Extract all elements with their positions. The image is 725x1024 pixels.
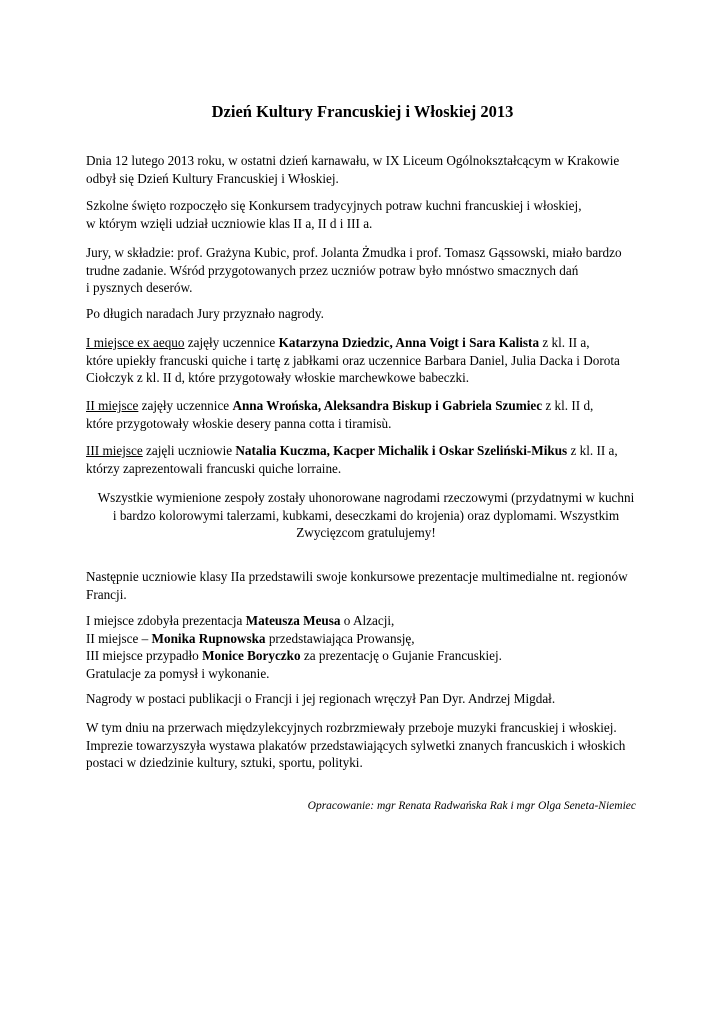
text-line: i bardzo kolorowymi talerzami, kubkami, deseczkami do krojenia) oraz dyplomami. Wszystkim [112,507,620,523]
text-line [86,612,646,630]
winner-name: Monika Rupnowska [151,630,266,646]
text-line: Imprezie towarzyszyła wystawa plakatów przedstawiających sylwetki znanych francuskich i włoskich [86,737,626,753]
text-line: w którym wzięli udział uczniowie klas II a, II d i III a. [86,215,373,231]
text-line: Zwycięzcom gratulujemy! [296,525,436,540]
text-run: o Alzacji, [340,613,395,628]
text-run: przedstawiająca Prowansję, [265,630,415,646]
paragraph-music-exhibition [86,719,646,772]
paragraph-prizes [86,489,646,542]
text-line: Ciołczyk z kl. II d, które przygotowały włoskie marchewkowe babeczki. [86,370,470,385]
place-label: III miejsce [86,443,143,458]
text-run: z kl. II a, [539,335,590,350]
paragraph-intro [86,152,646,187]
paragraph-third-place [86,442,646,477]
text-line: postaci w dziedzinie kultury, sztuki, sportu, polityki. [86,755,363,770]
paragraph-contest [86,197,646,232]
place-label: I miejsce ex aequo [86,335,185,350]
paragraph-presentations [86,568,646,603]
text-run: I miejsce zdobyła prezentacja [86,613,246,628]
winner-name: Monice Boryczko [202,648,301,663]
paragraph-first-place [86,334,646,387]
winner-name: Mateusza Meusa [245,613,341,628]
text-run: zajęli uczniowie [142,443,236,458]
place-label: II miejsce [86,398,139,413]
text-line: które upiekły francuski quiche i tartę z jabłkami oraz uczennice Barbara Daniel, Julia Dacka i Dorota [86,352,620,368]
paragraph-awards-intro [86,305,646,323]
winner-names: Anna Wrońska, Aleksandra Biskup i Gabriela Szumiec [232,398,543,413]
text-line: odbył się Dzień Kultury Francuskiej i Włoskiej. [86,170,339,186]
text-line: Nagrody w postaci publikacji o Francji i jej regionach wręczył Pan Dyr. Andrzej Migdał. [86,691,556,706]
paragraph-second-place [86,397,646,432]
text-run: z kl. II d, [542,398,594,413]
text-run: zajęły uczennice [184,335,279,350]
text-line: W tym dniu na przerwach międzylekcyjnych rozbrzmiewały przeboje muzyki francuskiej i włoskiej. [86,720,617,735]
text-line: Następnie uczniowie klasy IIa przedstawili swoje konkursowe prezentacje multimedialne nt. regionów [86,569,628,584]
text-line: Wszystkie wymienione zespoły zostały uhonorowane nagrodami rzeczowymi (przydatnymi w kuchni [97,490,635,505]
text-line [86,397,646,415]
winner-names: Natalia Kuczma, Kacper Michalik i Oskar Szeliński-Mikus [235,443,568,458]
text-line: Szkolne święto rozpoczęło się Konkursem tradycyjnych potraw kuchni francuskiej i włoskiej, [86,198,582,213]
document-title: Dzień Kultury Francuskiej i Włoskiej 2013 [211,102,514,121]
text-line [86,647,646,665]
author-signature: Opracowanie: mgr Renata Radwańska Rak i mgr Olga Seneta-Niemiec [307,800,636,812]
paragraph-jury [86,244,646,297]
text-line: Jury, w składzie: prof. Grażyna Kubic, prof. Jolanta Żmudka i prof. Tomasz Gąssowski, miało bardzo [86,245,622,260]
text-run: z kl. II a, [567,443,618,458]
text-line [86,442,646,460]
winner-names: Katarzyna Dziedzic, Anna Voigt i Sara Kalista [278,335,540,350]
text-line: Francji. [86,586,127,602]
text-run: za prezentację o Gujanie Francuskiej. [300,648,502,663]
text-line [86,630,646,648]
text-line: i pysznych deserów. [86,280,193,295]
text-line: Po długich naradach Jury przyznało nagrody. [86,306,324,321]
text-line: Gratulacje za pomysł i wykonanie. [86,665,270,681]
text-run: II miejsce – [86,630,152,646]
text-run: zajęły uczennice [138,398,233,413]
paragraph-prizes-handover [86,690,646,708]
text-line: trudne zadanie. Wśród przygotowanych przez uczniów potraw było mnóstwo smacznych dań [86,262,579,278]
text-line: które przygotowały włoskie desery panna cotta i tiramisù. [86,415,392,431]
text-line [86,334,646,352]
paragraph-presentation-winners [86,612,646,682]
text-run: III miejsce przypadło [86,648,203,663]
text-line: którzy zaprezentowali francuski quiche lorraine. [86,460,342,476]
text-line: Dnia 12 lutego 2013 roku, w ostatni dzień karnawału, w IX Liceum Ogólnokształcącym w Krakowie [86,153,620,168]
